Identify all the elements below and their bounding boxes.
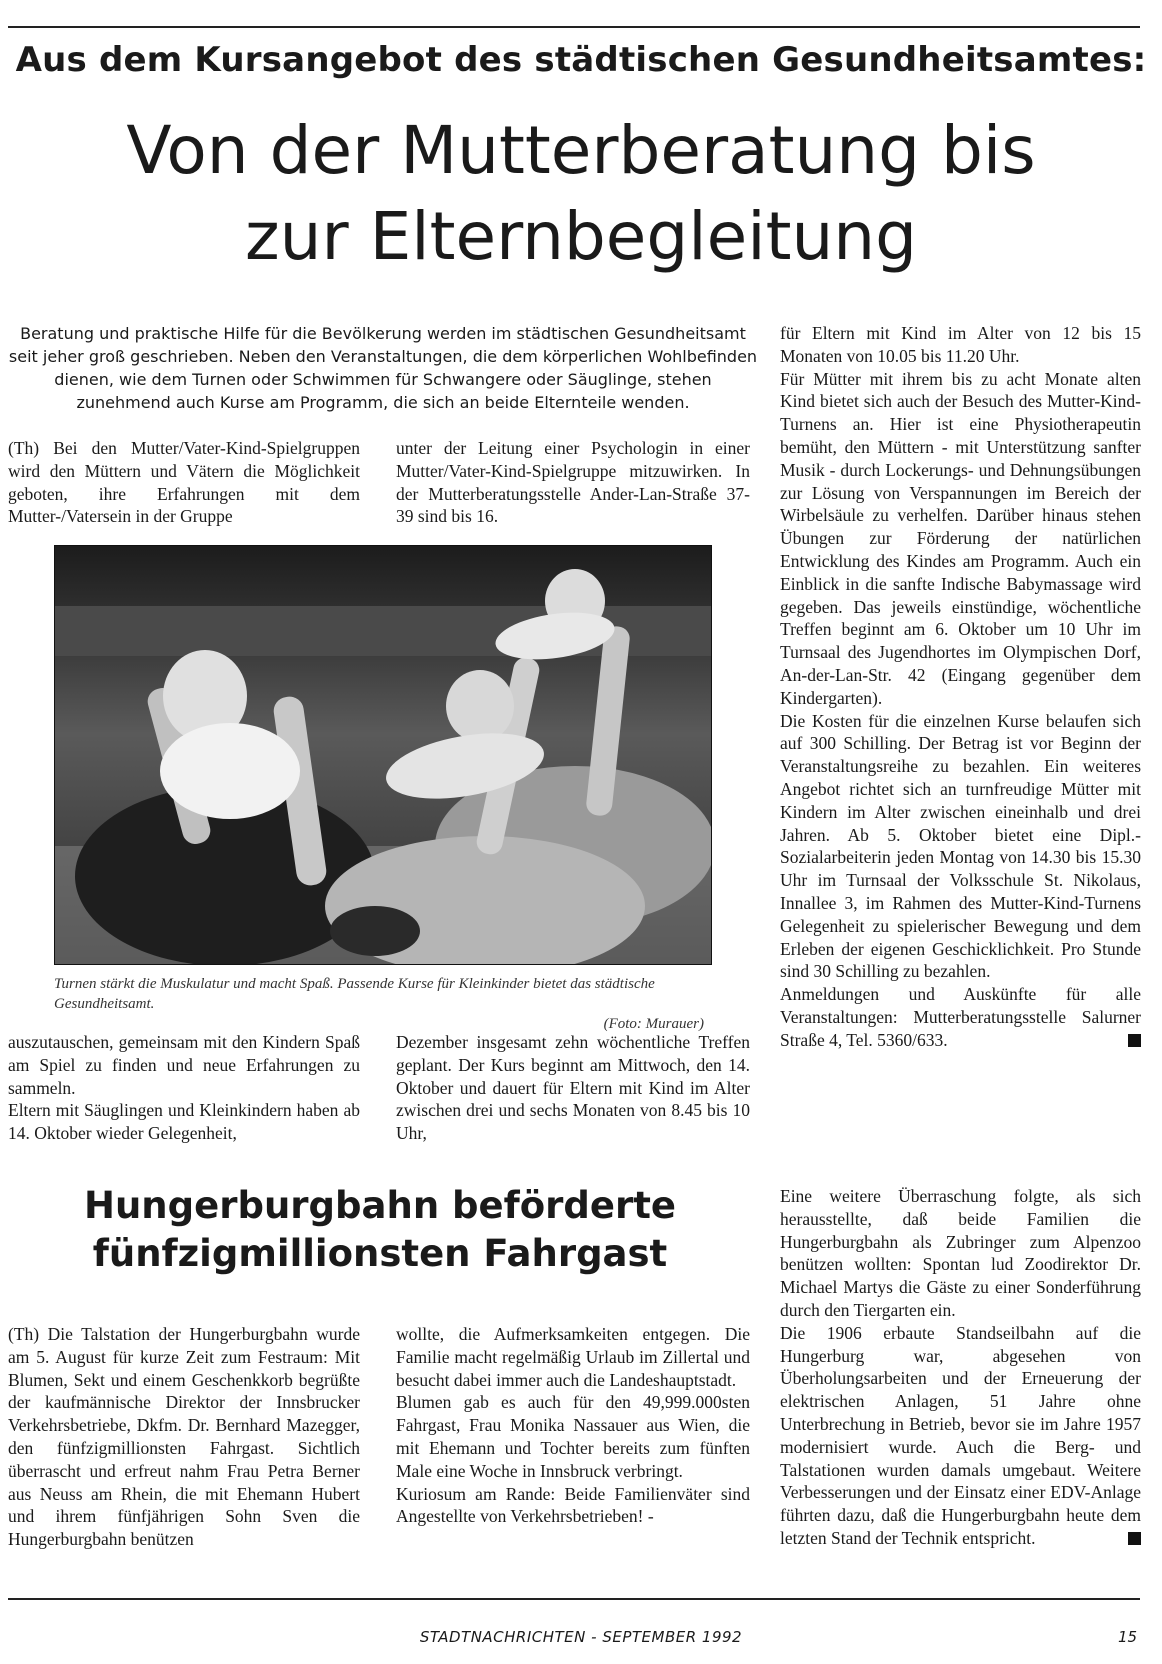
article1-col1-bottom [8,1031,360,1145]
kicker: Aus dem Kursangebot des städtischen Gesundheitsamtes: [15,40,1147,80]
gymnastics-photo [54,545,712,965]
caption-text: Turnen stärkt die Muskulatur und macht Spaß. Passende Kurse für Kleinkinder bietet das städtische Gesundheitsamt. [54,976,655,1012]
photo-caption [54,974,710,1034]
footer-publication: STADTNACHRICHTEN - SEPTEMBER 1992 [419,1628,743,1646]
end-mark-icon [1128,1532,1141,1545]
article1-col3 [780,322,1141,1052]
photo-illustration [55,546,711,964]
photo-credit: (Foto: Murauer) [603,1016,704,1032]
page-number: 15 [1118,1628,1138,1646]
lead-paragraph: Beratung und praktische Hilfe für die Bevölkerung werden im städtischen Gesundheitsamt seit jeher groß geschrieben. Neben den Veranstaltungen, die dem körperlichen Wohlbefinden dienen, wie dem Turnen oder Schwimmen für Schwangere oder Säuglinge, stehen zunehmend auch Kurse am Programm, die sich an beide Elternteile wenden. [8,324,758,412]
article2-col2-p3: Kuriosum am Rande: Beide Familienväter sind Angestellte von Verkehrsbetrieben! - [396,1483,750,1527]
article1-col1-bottom-p2: Eltern mit Säuglingen und Kleinkindern haben ab 14. Oktober wieder Gelegenheit, [8,1100,360,1144]
article1-col1-top-text: (Th) Bei den Mutter/Vater-Kind-Spielgruppen wird den Müttern und Vätern die Möglichkeit geboten, ihre Erfahrungen mit dem Mutter-/Vatersein in der Gruppe [8,438,360,527]
article1-col2-top-text: unter der Leitung einer Psychologin in einer Mutter/Vater-Kind-Spielgruppe mitzuwirken. In der Mutterberatungsstelle Ander-Lan-Straße 37-39 sind bis 16. [396,438,750,527]
article1-col3-p3: Die Kosten für die einzelnen Kurse belaufen sich auf 300 Schilling. Der Betrag ist vor Beginn der Veranstaltungsreihe zu bezahlen. Ein weiteres Angebot richtet sich an turnfreudige Mütter mit Kindern im Alter zwischen eineinhalb und drei Jahren. Ab 5. Oktober bietet eine Dipl.-Sozialarbeiterin jeden Montag von 14.30 bis 15.30 Uhr im Turnsaal der Volksschule St. Nikolaus, Innallee 3, im Rahmen des Mutter-Kind-Turnens Gelegenheit zu spielerischer Bewegung und dem Erleben der eigenen Geschicklichkeit. Pro Stunde sind 30 Schilling zu bezahlen. [780,710,1141,982]
article1-col1-top [8,437,360,528]
article2-col2-p2: Blumen gab es auch für den 49,999.000sten Fahrgast, Frau Monika Nassauer aus Wien, die mit Ehemann und Tochter bereits zum fünften Male eine Woche in Innsbruck verbringt. [396,1392,750,1481]
article2-headline [0,1182,760,1278]
article2-col2-p1: wollte, die Aufmerksamkeiten entgegen. Die Familie macht regelmäßig Urlaub im Zillertal und besucht dabei immer auch die Landeshauptstadt. [396,1324,750,1390]
article2-col3-p2 [780,1322,1141,1550]
article1-col2-bottom-text: Dezember insgesamt zehn wöchentliche Treffen geplant. Der Kurs beginnt am Mittwoch, den 14. Oktober und dauert für Eltern mit Kind im Alter zwischen drei und sechs Monaten von 8.45 bis 10 Uhr, [396,1032,750,1144]
article2-col1 [8,1323,360,1551]
article1-col3-p1: für Eltern mit Kind im Alter von 12 bis 15 Monaten von 10.05 bis 11.20 Uhr. [780,323,1141,366]
bottom-rule [8,1598,1140,1600]
end-mark-icon [1128,1034,1141,1047]
article2-headline-line-1: Hungerburgbahn beförderte [84,1184,676,1227]
article2-col3-p2-text: Die 1906 erbaute Standseilbahn auf die Hungerburg war, abgesehen von Überholungsarbeiten und der Erneuerung der elektrischen Anlagen, 51 Jahre ohne Unterbrechung in Betrieb, bevor sie im Jahre 1957 modernisiert wurde. Auch die Berg- und Talstationen wurden damals umgebaut. Weitere Verbesserungen und der Einsatz einer EDV-Anlage führten dazu, daß die Hungerburgbahn heute dem letzten Stand der Technik entspricht. [780,1322,1141,1548]
headline [0,108,1162,280]
article1-col2-top [396,437,750,528]
article2-col2 [396,1323,750,1528]
article2-col3-p1: Eine weitere Überraschung folgte, als sich herausstellte, daß beide Familien die Hungerburgbahn als Zubringer zum Alpenzoo benützen wollten: Spontan lud Zoodirektor Dr. Michael Martys die Gäste zu einer Sonderführung durch den Tiergarten ein. [780,1186,1141,1320]
article1-col3-p4-text: Anmeldungen und Auskünfte für alle Veranstaltungen: Mutterberatungsstelle Salurner Straße 4, Tel. 5360/633. [780,984,1141,1050]
article2-col3 [780,1185,1141,1550]
article2-headline-line-2: fünfzigmillionsten Fahrgast [92,1232,668,1275]
article2-col1-text: (Th) Die Talstation der Hungerburgbahn wurde am 5. August für kurze Zeit zum Festraum: Mit Blumen, Sekt und einem Geschenkkorb begrüßte der kaufmännische Direktor der Innsbrucker Verkehrsbetriebe, Dkfm. Dr. Bernhard Mazegger, den fünfzigmillionsten Fahrgast. Sichtlich überrascht und erfreut nahm Frau Petra Berner aus Neuss am Rhein, die mit Ehemann Hubert und ihrem fünfjährigen Sohn Sven die Hungerburgbahn benützen [8,1324,360,1550]
article1-col3-p4 [780,983,1141,1051]
article1-col3-p2: Für Mütter mit ihrem bis zu acht Monate alten Kind bietet sich auch der Besuch des Mutter-Kind-Turnens an. Hier ist eine Physiotherapeutin bemüht, den Müttern - mit Unterstützung sanfter Musik - durch Lockerungs- und Dehnungsübungen zur Lösung von Verspannungen im Bereich der Wirbelsäule zu verhelfen. Darüber hinaus stehen Übungen zur Förderung der natürlichen Entwicklung des Kindes am Programm. Auch ein Einblick in die sanfte Indische Babymassage wird gegeben. Das jeweils einstündige, wöchentliche Treffen beginnt am 6. Oktober um 10 Uhr im Turnsaal des Jugendhortes im Olympischen Dorf, An-der-Lan-Str. 42 (Eingang gegenüber dem Kindergarten). [780,368,1141,708]
article1-col2-bottom [396,1031,750,1145]
headline-line-2: zur Elternbegleitung [244,198,918,275]
top-rule [8,26,1140,28]
article1-col1-bottom-p1: auszutauschen, gemeinsam mit den Kindern Spaß am Spiel zu finden und neue Erfahrungen zu sammeln. [8,1032,360,1098]
headline-line-1: Von der Mutterberatung bis [126,112,1036,189]
